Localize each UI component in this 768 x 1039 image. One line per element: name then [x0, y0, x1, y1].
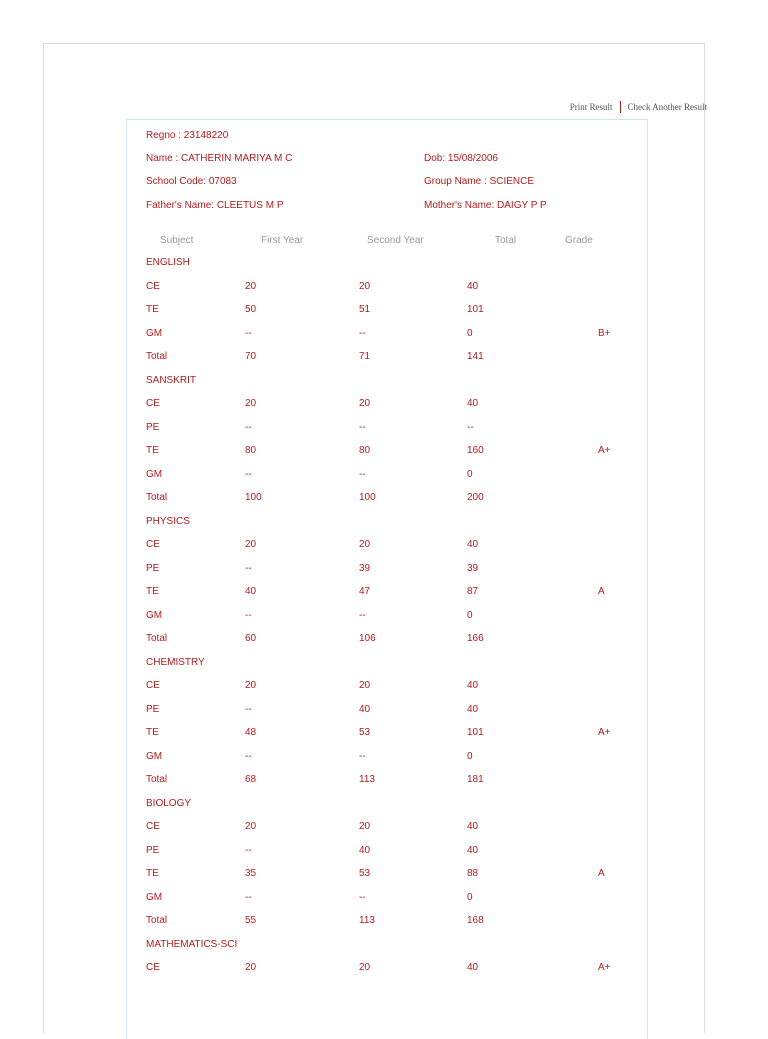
total-mark: 40: [467, 281, 479, 292]
first-year-mark: 20: [245, 821, 257, 832]
mother-name: Mother's Name: DAIGY P P: [424, 200, 547, 211]
total-mark: 101: [467, 304, 484, 315]
row-label: Total: [146, 774, 168, 785]
total-mark: 39: [467, 563, 479, 574]
total-mark: 40: [467, 821, 479, 832]
first-year-mark: --: [245, 751, 252, 762]
second-year-mark: 100: [359, 492, 376, 503]
total-mark: 166: [467, 633, 484, 644]
total-mark: 101: [467, 727, 484, 738]
second-year-mark: --: [359, 469, 366, 480]
first-year-mark: 50: [245, 304, 257, 315]
col-grade: Grade: [565, 235, 593, 246]
second-year-mark: 51: [359, 304, 371, 315]
total-mark: 0: [467, 751, 473, 762]
second-year-mark: 113: [359, 915, 375, 926]
row-label: TE: [146, 304, 159, 315]
col-total: Total: [495, 235, 517, 246]
second-year-mark: 71: [359, 351, 371, 362]
total-mark: 0: [467, 892, 473, 903]
row-label: CE: [146, 962, 160, 973]
row-label: PE: [146, 422, 160, 433]
subject-name: SANSKRIT: [146, 375, 197, 386]
row-label: Total: [146, 915, 168, 926]
total-mark: 88: [467, 868, 479, 879]
row-label: GM: [146, 751, 163, 762]
first-year-mark: --: [245, 328, 252, 339]
total-mark: 87: [467, 586, 479, 597]
first-year-mark: 20: [245, 962, 257, 973]
subject-name: CHEMISTRY: [146, 657, 205, 668]
row-label: Total: [146, 492, 168, 503]
second-year-mark: 47: [359, 586, 371, 597]
total-mark: 40: [467, 704, 479, 715]
first-year-mark: --: [245, 563, 252, 574]
father-name: Father's Name: CLEETUS M P: [146, 200, 284, 211]
total-mark: --: [467, 422, 474, 433]
total-mark: 200: [467, 492, 484, 503]
second-year-mark: 20: [359, 281, 371, 292]
total-mark: 0: [467, 469, 473, 480]
row-label: PE: [146, 563, 160, 574]
first-year-mark: 20: [245, 680, 257, 691]
second-year-mark: --: [359, 422, 366, 433]
total-mark: 40: [467, 845, 479, 856]
first-year-mark: 20: [245, 281, 257, 292]
row-label: TE: [146, 868, 159, 879]
second-year-mark: 20: [359, 962, 371, 973]
row-label: GM: [146, 328, 163, 339]
row-label: Total: [146, 633, 168, 644]
second-year-mark: 106: [359, 633, 376, 644]
first-year-mark: 20: [245, 539, 257, 550]
total-mark: 0: [467, 328, 473, 339]
first-year-mark: --: [245, 892, 252, 903]
second-year-mark: 39: [359, 563, 371, 574]
total-mark: 40: [467, 962, 479, 973]
first-year-mark: 35: [245, 868, 257, 879]
grade: A+: [598, 727, 611, 738]
grade: A: [598, 868, 605, 879]
total-mark: 141: [467, 351, 484, 362]
subject-name: MATHEMATICS-SCI: [146, 939, 238, 950]
first-year-mark: 100: [245, 492, 262, 503]
subject-name: BIOLOGY: [146, 798, 192, 809]
first-year-mark: 80: [245, 445, 257, 456]
group-name: Group Name : SCIENCE: [424, 176, 535, 187]
first-year-mark: 48: [245, 727, 257, 738]
check-another-result-link[interactable]: Check Another Result: [627, 102, 707, 112]
row-label: CE: [146, 821, 160, 832]
col-second-year: Second Year: [367, 235, 424, 246]
second-year-mark: 20: [359, 539, 371, 550]
second-year-mark: --: [359, 892, 366, 903]
result-actions: [570, 101, 707, 113]
first-year-mark: --: [245, 469, 252, 480]
row-label: PE: [146, 845, 160, 856]
second-year-mark: 40: [359, 704, 371, 715]
subject-name: ENGLISH: [146, 257, 190, 268]
first-year-mark: 40: [245, 586, 257, 597]
second-year-mark: 20: [359, 398, 371, 409]
total-mark: 40: [467, 539, 479, 550]
first-year-mark: --: [245, 704, 252, 715]
regno: Regno : 23148220: [146, 130, 229, 141]
second-year-mark: 80: [359, 445, 371, 456]
first-year-mark: 70: [245, 351, 257, 362]
print-result-link[interactable]: Print Result: [569, 102, 613, 112]
first-year-mark: --: [245, 422, 252, 433]
row-label: GM: [146, 469, 163, 480]
grade: A: [598, 586, 605, 597]
second-year-mark: 20: [359, 680, 371, 691]
row-label: TE: [146, 445, 159, 456]
row-label: TE: [146, 586, 159, 597]
row-label: CE: [146, 539, 160, 550]
second-year-mark: --: [359, 328, 366, 339]
first-year-mark: 55: [245, 915, 257, 926]
row-label: GM: [146, 610, 163, 621]
total-mark: 181: [467, 774, 484, 785]
grade: A+: [598, 962, 611, 973]
second-year-mark: 53: [359, 727, 371, 738]
first-year-mark: --: [245, 610, 252, 621]
total-mark: 160: [467, 445, 484, 456]
subject-name: PHYSICS: [146, 516, 190, 527]
second-year-mark: --: [359, 751, 366, 762]
link-separator: [620, 101, 621, 113]
school-code: School Code: 07083: [146, 176, 237, 187]
second-year-mark: 40: [359, 845, 371, 856]
result-card: [126, 119, 648, 1039]
total-mark: 0: [467, 610, 473, 621]
first-year-mark: 68: [245, 774, 257, 785]
dob: Dob: 15/08/2006: [424, 153, 498, 164]
total-mark: 168: [467, 915, 484, 926]
row-label: CE: [146, 281, 160, 292]
col-subject: Subject: [160, 235, 194, 246]
row-label: Total: [146, 351, 168, 362]
second-year-mark: 113: [359, 774, 375, 785]
grade: A+: [598, 445, 611, 456]
row-label: CE: [146, 398, 160, 409]
row-label: GM: [146, 892, 163, 903]
first-year-mark: --: [245, 845, 252, 856]
second-year-mark: 53: [359, 868, 371, 879]
total-mark: 40: [467, 398, 479, 409]
grade: B+: [598, 328, 611, 339]
second-year-mark: 20: [359, 821, 371, 832]
first-year-mark: 20: [245, 398, 257, 409]
row-label: TE: [146, 727, 159, 738]
total-mark: 40: [467, 680, 479, 691]
row-label: CE: [146, 680, 160, 691]
col-first-year: First Year: [261, 235, 304, 246]
row-label: PE: [146, 704, 160, 715]
second-year-mark: --: [359, 610, 366, 621]
first-year-mark: 60: [245, 633, 257, 644]
student-name: Name : CATHERIN MARIYA M C: [146, 153, 293, 164]
